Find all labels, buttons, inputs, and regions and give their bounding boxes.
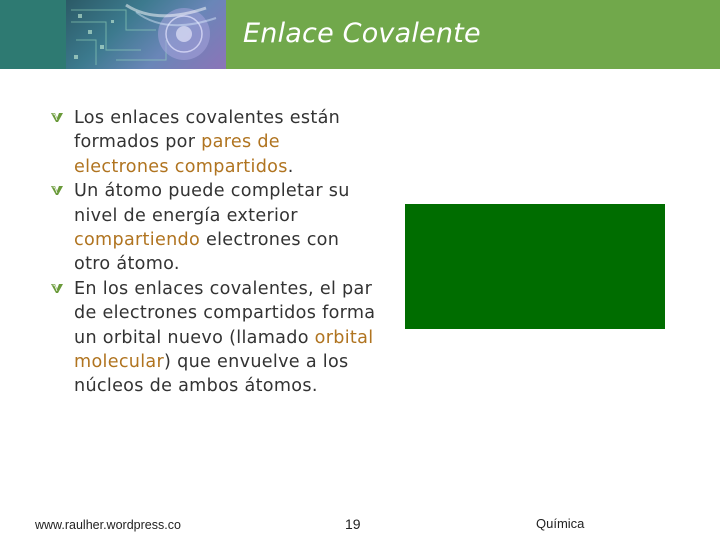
footer-url: www.raulher.wordpress.co bbox=[35, 518, 181, 532]
bullet-text: electrones con otro átomo. bbox=[74, 230, 340, 275]
bullet-text: ) que envuelve a los núcleos de ambos átomos. bbox=[74, 352, 349, 397]
slide-header bbox=[0, 0, 720, 69]
checkmark-bullet-icon bbox=[50, 281, 64, 295]
highlighted-term: pares de electrones compartidos bbox=[74, 132, 288, 177]
footer-subject: Química bbox=[536, 516, 585, 531]
bullet-text: . bbox=[287, 156, 294, 177]
bullet-item bbox=[50, 277, 380, 399]
bullet-text: En los enlaces covalentes, el par de electrones compartidos forma un orbital nuevo (llamado bbox=[74, 278, 376, 348]
bullet-item bbox=[50, 106, 380, 179]
page-number: 19 bbox=[345, 516, 361, 532]
bullet-text: Un átomo puede completar su nivel de energía exterior bbox=[74, 181, 350, 226]
molecule-figure-placeholder bbox=[405, 204, 665, 329]
checkmark-bullet-icon bbox=[50, 110, 64, 124]
bullet-text: Los enlaces covalentes están formados por bbox=[74, 108, 341, 153]
highlighted-term: orbital molecular bbox=[74, 327, 374, 373]
bullet-item bbox=[50, 179, 380, 277]
highlighted-term: compartiendo bbox=[74, 230, 201, 251]
header-banner-image bbox=[66, 0, 226, 69]
checkmark-bullet-icon bbox=[50, 183, 64, 197]
slide-title: Enlace Covalente bbox=[243, 18, 481, 49]
bullet-list bbox=[50, 106, 380, 399]
header-accent-block bbox=[0, 0, 66, 69]
